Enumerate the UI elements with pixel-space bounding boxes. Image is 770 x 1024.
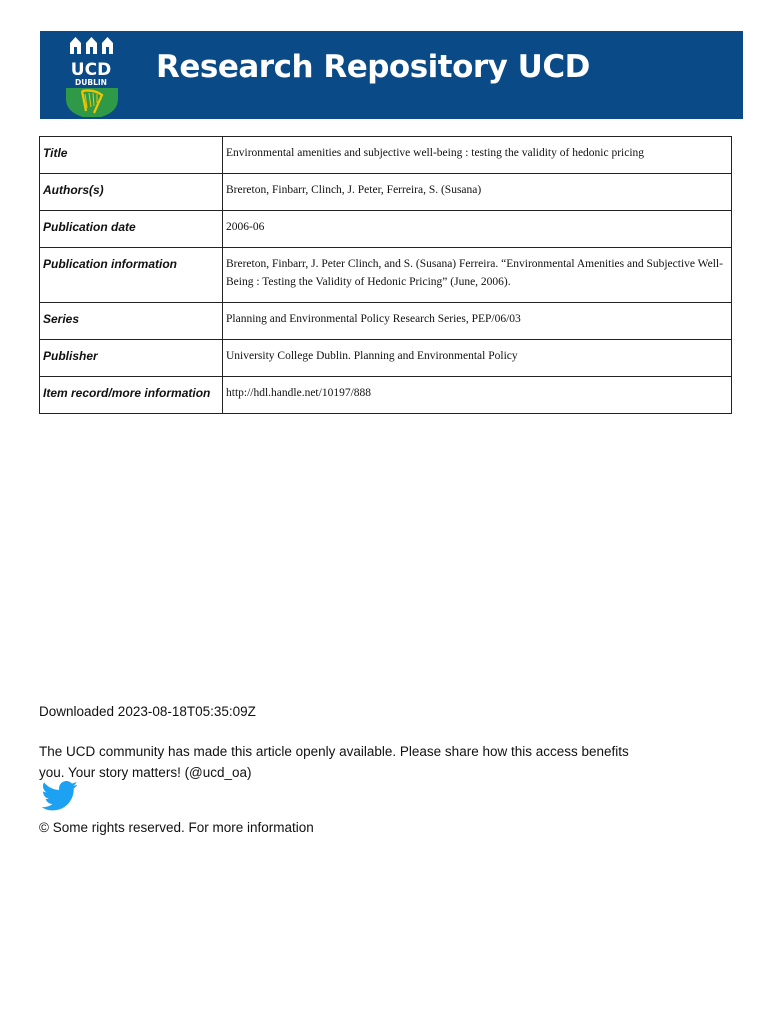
authors-value: Brereton, Finbarr, Clinch, J. Peter, Ferreira, S. (Susana) <box>223 174 732 211</box>
community-message[interactable]: The UCD community has made this article openly available. Please share how this access benefits you. Your story matters! (@ucd_oa) <box>39 744 629 780</box>
publication-information-value: Brereton, Finbarr, J. Peter Clinch, and S. (Susana) Ferreira. “Environmental Amenities and Subjective Well-Being : Testing the Validity of Hedonic Pricing” (June, 2006). <box>223 248 732 303</box>
metadata-row-publisher <box>40 340 732 377</box>
metadata-row-item-record <box>40 377 732 414</box>
metadata-row-publication-information <box>40 248 732 303</box>
title-label: Title <box>40 137 223 174</box>
ucd-logo <box>64 33 132 117</box>
metadata-row-title <box>40 137 732 174</box>
download-timestamp: Downloaded 2023-08-18T05:35:09Z <box>39 704 256 719</box>
logo-text-ucd: UCD <box>70 60 112 80</box>
metadata-row-authors <box>40 174 732 211</box>
logo-text-dublin: DUBLIN <box>75 78 107 87</box>
item-record-link[interactable]: http://hdl.handle.net/10197/888 <box>223 377 732 414</box>
series-label: Series <box>40 303 223 340</box>
metadata-row-publication-date <box>40 211 732 248</box>
repository-banner <box>40 31 743 119</box>
item-metadata-table <box>39 136 732 414</box>
repository-title: Research Repository UCD <box>156 49 590 85</box>
title-value: Environmental amenities and subjective well-being : testing the validity of hedonic pricing <box>223 137 732 174</box>
authors-label: Authors(s) <box>40 174 223 211</box>
publisher-label: Publisher <box>40 340 223 377</box>
item-record-label: Item record/more information <box>40 377 223 414</box>
publication-date-label: Publication date <box>40 211 223 248</box>
publication-date-value: 2006-06 <box>223 211 732 248</box>
metadata-row-series <box>40 303 732 340</box>
series-value: Planning and Environmental Policy Research Series, PEP/06/03 <box>223 303 732 340</box>
twitter-bird-icon[interactable] <box>41 781 78 811</box>
rights-statement[interactable]: © Some rights reserved. For more information <box>39 820 314 835</box>
publication-information-label: Publication information <box>40 248 223 303</box>
publisher-value: University College Dublin. Planning and Environmental Policy <box>223 340 732 377</box>
